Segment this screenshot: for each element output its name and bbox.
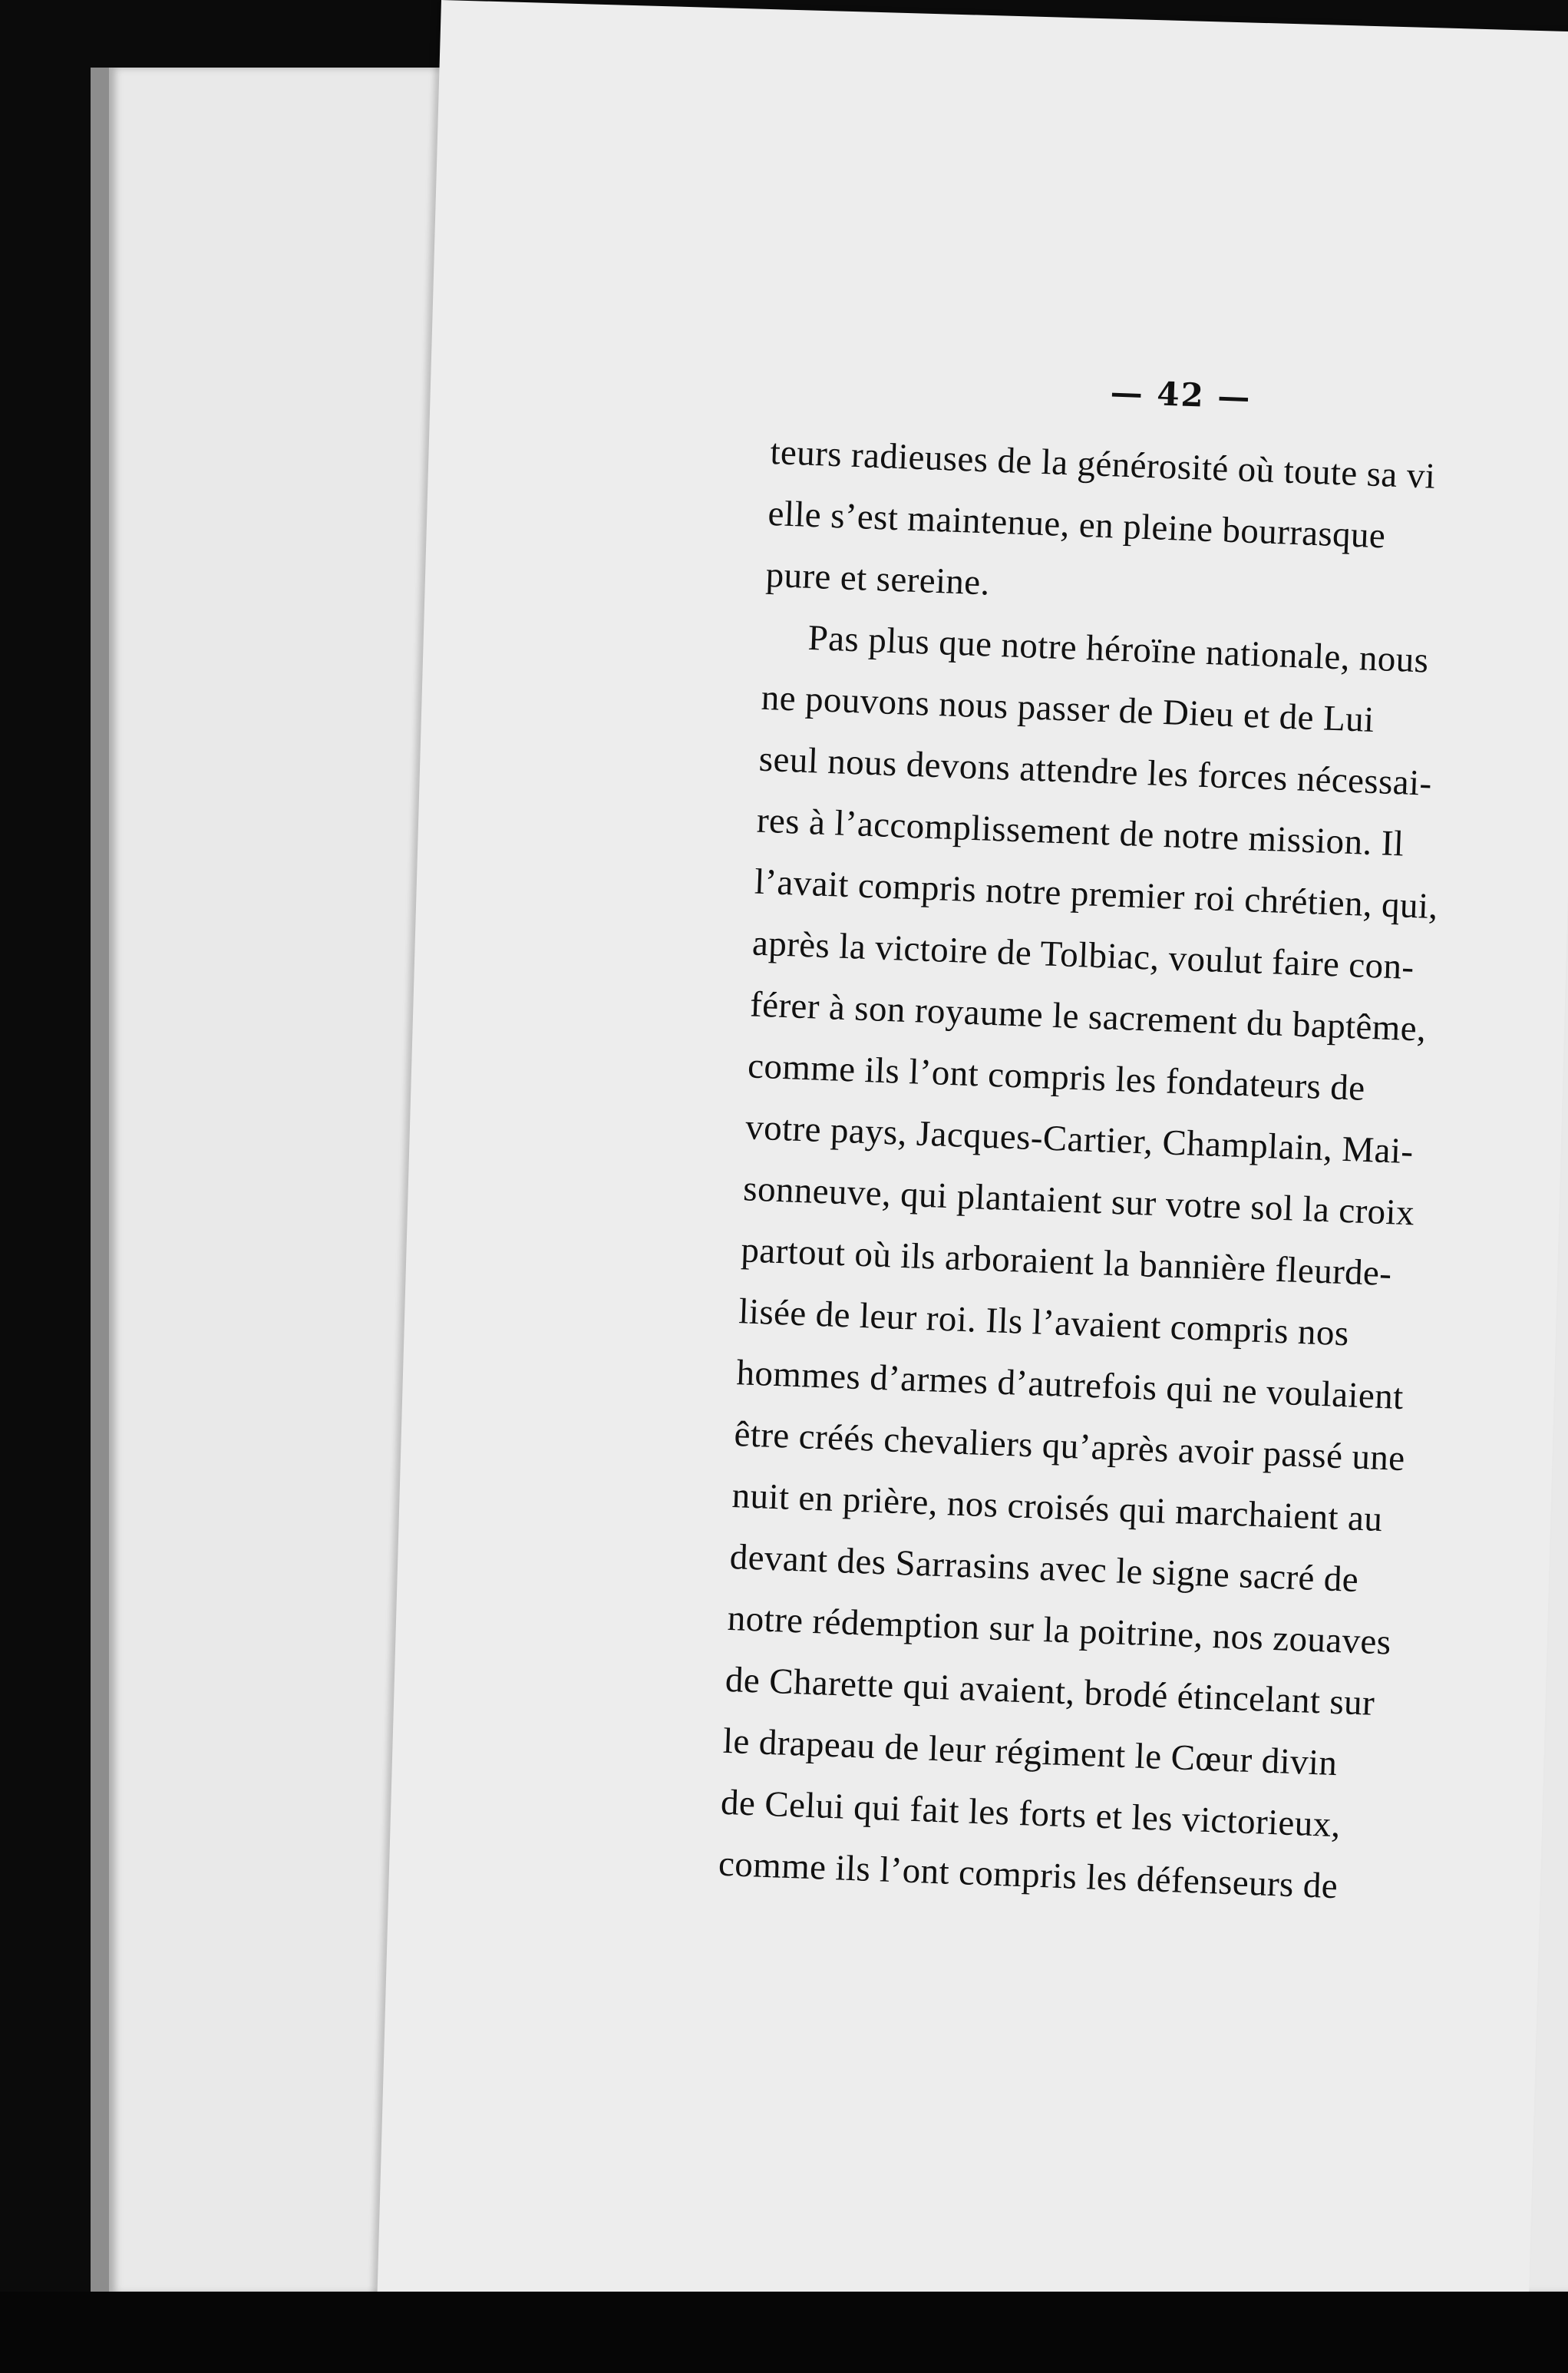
text-line: hommes d’armes d’autrefois qui ne voulaient (735, 1353, 1405, 1417)
bottom-shadow (0, 2292, 1568, 2373)
text-line: être créés chevaliers qu’après avoir passé une (733, 1414, 1406, 1479)
text-line: sonneuve, qui plantaient sur votre sol la croix (742, 1168, 1415, 1234)
text-lines (718, 421, 1568, 1925)
text-line: votre pays, Jacques-Cartier, Champlain, Mai- (744, 1107, 1415, 1172)
text-line: comme ils l’ont compris les fondateurs de (747, 1046, 1366, 1109)
text-line: nuit en prière, nos croisés qui marchaient au (731, 1476, 1384, 1540)
text-line: de Charette qui avaient, brodé étincelant sur (725, 1659, 1376, 1724)
text-line: partout où ils arboraient la bannière fleurde- (740, 1230, 1393, 1294)
page-number: — 42 — (1109, 373, 1253, 416)
text-line: l’avait compris notre premier roi chrétien, qui, (754, 861, 1439, 927)
text-line: pure et sereine. (764, 554, 991, 603)
text-line: elle s’est maintenue, en pleine bourrasque (767, 493, 1387, 557)
text-line: teurs radieuses de la générosité où toute sa vi (769, 431, 1437, 497)
text-line: devant des Sarrasins avec le signe sacré de (728, 1536, 1360, 1600)
text-line: le drapeau de leur régiment le Cœur divin (722, 1720, 1339, 1784)
text-line: Pas plus que notre héroïne nationale, nous (807, 617, 1430, 681)
text-line: notre rédemption sur la poitrine, nos zouaves (726, 1598, 1392, 1663)
text-line: de Celui qui fait les forts et les victorieux, (720, 1782, 1342, 1846)
text-line: après la victoire de Tolbiac, voulut faire con- (751, 923, 1415, 988)
text-line: ne pouvons nous passer de Dieu et de Lui (760, 677, 1375, 740)
text-line: res à l’accomplissement de notre mission. Il (756, 800, 1405, 864)
page-text-block (718, 361, 1568, 1925)
text-line: comme ils l’ont compris les défenseurs de (718, 1843, 1339, 1907)
text-line: lisée de leur roi. Ils l’avaient compris nos (738, 1291, 1350, 1354)
text-line: férer à son royaume le sacrement du baptême, (749, 984, 1428, 1049)
text-line: seul nous devons attendre les forces nécessai- (758, 739, 1433, 804)
